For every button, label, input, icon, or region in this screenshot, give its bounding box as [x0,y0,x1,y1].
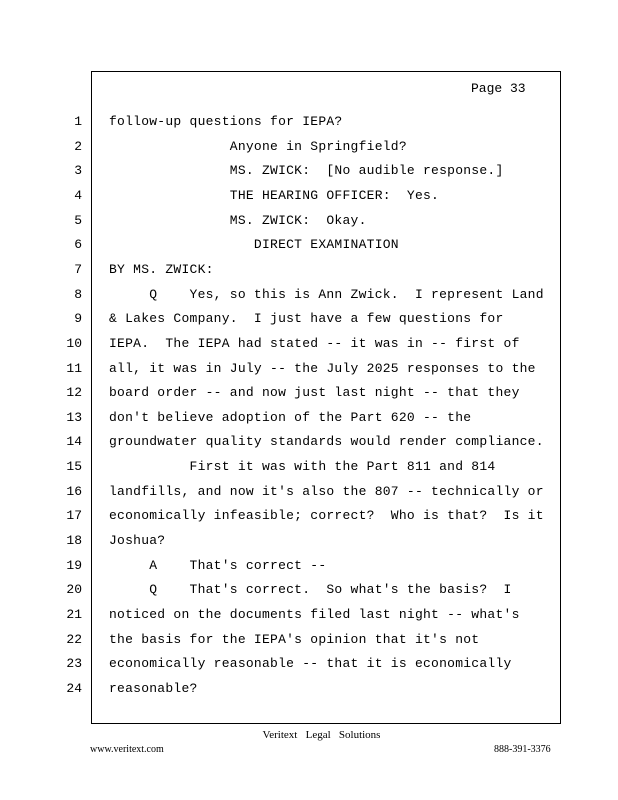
line-text: board order -- and now just last night -- that they [109,385,520,400]
line-number: 18 [66,533,82,548]
footer-company: Veritext Legal Solutions [262,729,381,741]
line-text: & Lakes Company. I just have a few questions for [109,311,504,326]
line-text: don't believe adoption of the Part 620 -- the [109,410,472,425]
line-number: 3 [74,163,82,178]
line-number: 10 [66,336,82,351]
line-text: all, it was in July -- the July 2025 responses to the [109,361,536,376]
line-text: THE HEARING OFFICER: Yes. [109,188,440,203]
line-text: IEPA. The IEPA had stated -- it was in -- first of [109,336,520,351]
footer-phone: 888-391-3376 [494,744,551,755]
line-number: 5 [74,213,82,228]
line-text: landfills, and now it's also the 807 -- technically or [109,484,544,499]
line-number: 11 [66,361,82,376]
line-text: reasonable? [109,681,198,696]
line-text: groundwater quality standards would render compliance. [109,434,544,449]
line-number: 23 [66,656,82,671]
line-number: 13 [66,410,82,425]
line-text: BY MS. ZWICK: [109,262,214,277]
footer-website: www.veritext.com [90,744,164,755]
line-text: Q Yes, so this is Ann Zwick. I represent Land [109,287,544,302]
line-number: 14 [66,434,82,449]
line-text: noticed on the documents filed last night -- what's [109,607,520,622]
line-text: MS. ZWICK: Okay. [109,213,367,228]
line-number: 17 [66,508,82,523]
line-text: Joshua? [109,533,166,548]
line-number: 2 [74,139,82,154]
line-number: 4 [74,188,82,203]
line-text: the basis for the IEPA's opinion that it's not [109,632,480,647]
line-number: 22 [66,632,82,647]
line-number: 9 [74,311,82,326]
line-number: 20 [66,582,82,597]
line-text: A That's correct -- [109,558,327,573]
line-number: 1 [74,114,82,129]
page-number: Page 33 [471,81,526,96]
line-text: MS. ZWICK: [No audible response.] [109,163,504,178]
line-number: 15 [66,459,82,474]
line-text: economically reasonable -- that it is economically [109,656,512,671]
line-text: First it was with the Part 811 and 814 [109,459,496,474]
line-number: 16 [66,484,82,499]
line-text: economically infeasible; correct? Who is that? Is it [109,508,544,523]
line-number: 19 [66,558,82,573]
line-text: follow-up questions for IEPA? [109,114,343,129]
line-text: DIRECT EXAMINATION [109,237,399,252]
line-number: 7 [74,262,82,277]
line-text: Q That's correct. So what's the basis? I [109,582,512,597]
line-number: 12 [66,385,82,400]
line-number: 8 [74,287,82,302]
line-number: 21 [66,607,82,622]
line-text: Anyone in Springfield? [109,139,407,154]
line-number: 6 [74,237,82,252]
line-number: 24 [66,681,82,696]
